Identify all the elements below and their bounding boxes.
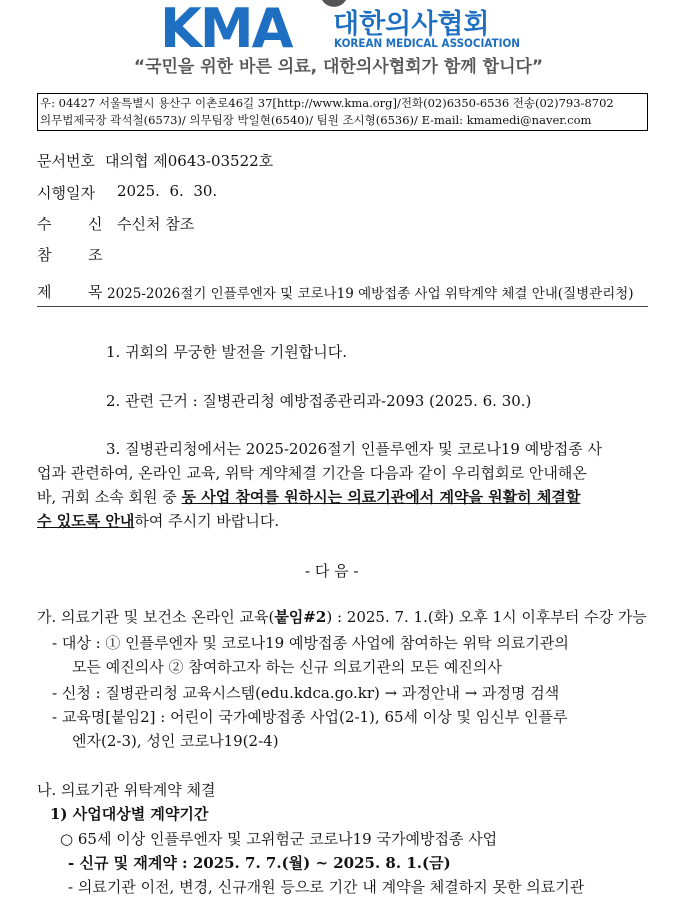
logo-ring-mark xyxy=(322,0,346,7)
paragraph-3-emphasis-2: 수 있도록 안내 xyxy=(37,512,135,530)
attachment-ref: 붙임#2 xyxy=(274,608,327,626)
paragraph-3-line-3-plain: 바, 귀회 소속 회원 중 xyxy=(37,488,182,506)
next-heading: - 다 음 - xyxy=(305,562,359,580)
na-new-contract: - 신규 및 재계약 : 2025. 7. 7.(월) ~ 2025. 8. 1.(금) xyxy=(68,854,451,872)
date-label: 시행일자 xyxy=(37,184,95,202)
subject-label-1: 제 xyxy=(37,283,52,301)
paragraph-3-line-2: 업과 관련하여, 온라인 교육, 위탁 계약체결 기간을 다음과 같이 우리협회로 안내해온 xyxy=(37,464,587,482)
paragraph-2: 2. 관련 근거 : 질병관리청 예방접종관리과-2093 (2025. 6. 30.) xyxy=(106,392,532,410)
na-subsection-1: 1) 사업대상별 계약기간 xyxy=(50,805,209,823)
paragraph-3-line-3 xyxy=(37,486,580,507)
subject-value: 2025-2026절기 인플루엔자 및 코로나19 예방접종 사업 위탁계약 체결 안내(질병관리청) xyxy=(107,286,634,302)
paragraph-1: 1. 귀회의 무궁한 발전을 기원합니다. xyxy=(106,343,348,361)
subject-label-2: 목 xyxy=(88,283,103,301)
header-divider xyxy=(37,306,648,307)
section-ga-schedule: ) : 2025. 7. 1.(화) 오후 1시 이후부터 수강 가능 xyxy=(326,608,647,626)
doc-number: 대의협 제0643-03522호 xyxy=(105,152,274,170)
section-ga xyxy=(37,606,647,627)
na-note: - 의료기관 이전, 변경, 신규개원 등으로 기간 내 계약을 체결하지 못한 의료기관 xyxy=(68,878,585,896)
ga-course-line-2: 엔자(2-3), 성인 코로나19(2-4) xyxy=(72,732,279,750)
recipient-value: 수신처 참조 xyxy=(117,215,195,233)
logo-english: KOREAN MEDICAL ASSOCIATION xyxy=(334,36,520,50)
kma-logo xyxy=(0,0,677,60)
paragraph-3-emphasis: 동 사업 참여를 원하시는 의료기관에서 계약을 원활히 체결할 xyxy=(181,488,581,506)
reference-label-1: 참 xyxy=(37,246,52,264)
paragraph-3-line-4 xyxy=(37,510,279,531)
na-circle-item: ○ 65세 이상 인플루엔자 및 고위험군 코로나19 국가예방접종 사업 xyxy=(60,830,498,848)
ga-course-line-1: - 교육명[붙임2] : 어린이 국가예방접종 사업(2-1), 65세 이상 및 임신부 인플루 xyxy=(52,708,568,726)
doc-number-label: 문서번호 xyxy=(37,152,95,170)
reference-label-2: 조 xyxy=(88,246,103,264)
recipient-label-2: 신 xyxy=(88,215,103,233)
paragraph-3-line-4-plain: 하여 주시기 바랍니다. xyxy=(134,512,280,530)
recipient-label-1: 수 xyxy=(37,215,52,233)
ga-target-line-2: 모든 예진의사 ② 참여하고자 하는 신규 의료기관의 모든 예진의사 xyxy=(72,658,502,676)
logo-letters: KMA xyxy=(160,0,292,60)
logo-korean: 대한의사협회 xyxy=(333,9,490,40)
ga-apply: - 신청 : 질병관리청 교육시스템(edu.kdca.go.kr) → 과정안내 → 과정명 검색 xyxy=(52,684,560,702)
slogan: “국민을 위한 바른 의료, 대한의사협회가 함께 합니다” xyxy=(133,57,544,77)
section-ga-title: 가. 의료기관 및 보건소 온라인 교육( xyxy=(37,608,275,626)
address-box xyxy=(37,93,648,131)
section-na: 나. 의료기관 위탁계약 체결 xyxy=(37,781,216,799)
address-line-2: 의무법제국장 곽석철(6573)/ 의무팀장 박일현(6540)/ 팀원 조시형(6536)/ E-mail: kmamedi@naver.com xyxy=(40,113,592,127)
ga-target-line-1: - 대상 : ① 인플루엔자 및 코로나19 예방접종 사업에 참여하는 위탁 의료기관의 xyxy=(52,634,569,652)
address-line-1: 우: 04427 서울특별시 용산구 이촌로46길 37[http://www.kma.org]/전화(02)6350-6536 전송(02)793-8702 xyxy=(40,96,614,110)
paragraph-3-line-1: 3. 질병관리청에서는 2025-2026절기 인플루엔자 및 코로나19 예방접종 사 xyxy=(106,440,602,458)
date-value: 2025. 6. 30. xyxy=(117,182,218,200)
